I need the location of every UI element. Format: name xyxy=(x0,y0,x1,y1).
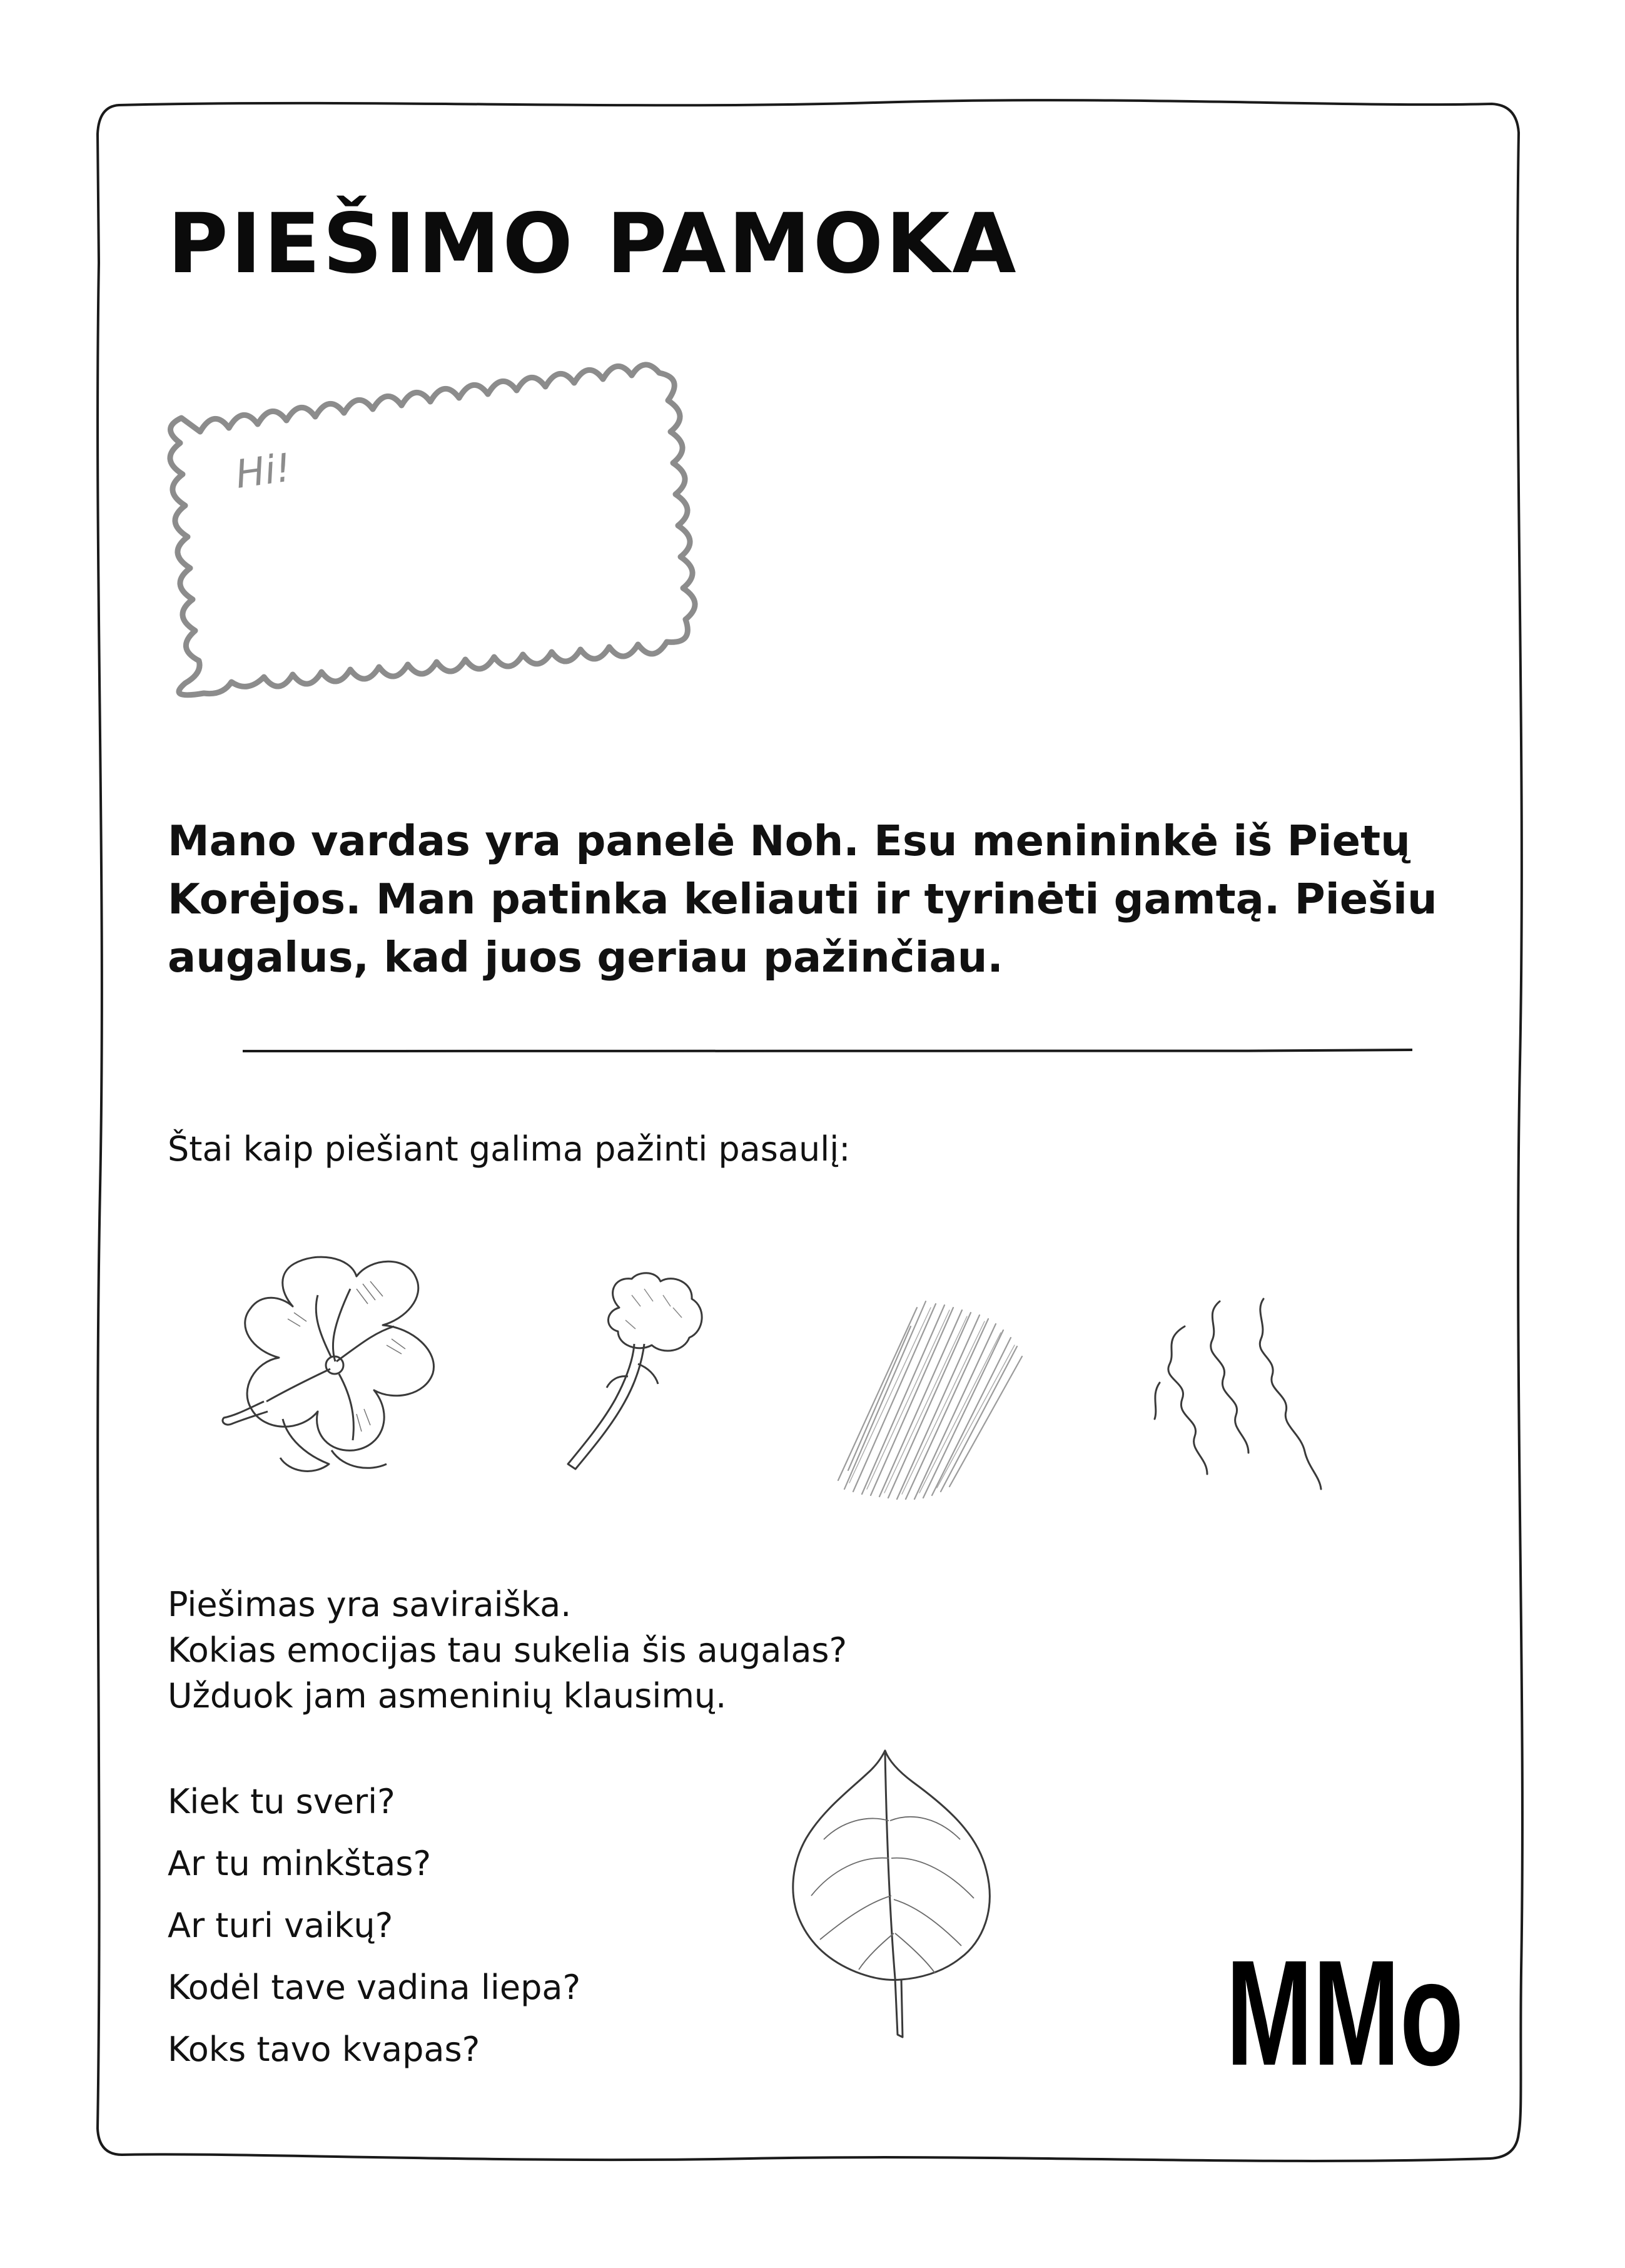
speech-bubble xyxy=(169,394,757,713)
statement-line: Kokias emocijas tau sukelia šis augalas? xyxy=(168,1630,848,1670)
intro-paragraph: Mano vardas yra panelė Noh. Esu menininkė iš Pietų Korėjos. Man patinka keliauti ir tyrinėti gamtą. Piešiu augalus, kad juos geriau pažinčiau. xyxy=(168,816,1437,982)
flower-sketch-icon xyxy=(206,1251,482,1502)
stem-sketch-icon xyxy=(550,1270,738,1489)
speech-bubble-text: Hi! xyxy=(232,444,294,497)
question-item: Kodėl tave vadina liepa? xyxy=(168,1968,581,2007)
museum-logo xyxy=(1226,1929,1464,2097)
divider-line xyxy=(243,1045,1412,1057)
question-item: Koks tavo kvapas? xyxy=(168,2030,480,2069)
linden-leaf-icon xyxy=(779,1746,1010,2058)
wavy-lines-icon xyxy=(1145,1289,1357,1502)
statement-line: Piešimas yra saviraiška. xyxy=(168,1585,572,1624)
subheading: Štai kaip piešiant galima pažinti pasaulį: xyxy=(168,1129,851,1169)
question-item: Ar turi vaikų? xyxy=(168,1906,393,1945)
page-title: PIEŠIMO PAMOKA xyxy=(168,196,1019,292)
question-item: Ar tu minkštas? xyxy=(168,1844,432,1883)
question-list xyxy=(168,1771,580,2080)
logo-text: MMo xyxy=(1226,1929,1464,2097)
question-item: Kiek tu sveri? xyxy=(168,1782,395,1821)
statement-line: Užduok jam asmeninių klausimų. xyxy=(168,1676,727,1716)
statement-block xyxy=(168,1582,847,1719)
pencil-hatching-icon xyxy=(826,1283,1051,1514)
